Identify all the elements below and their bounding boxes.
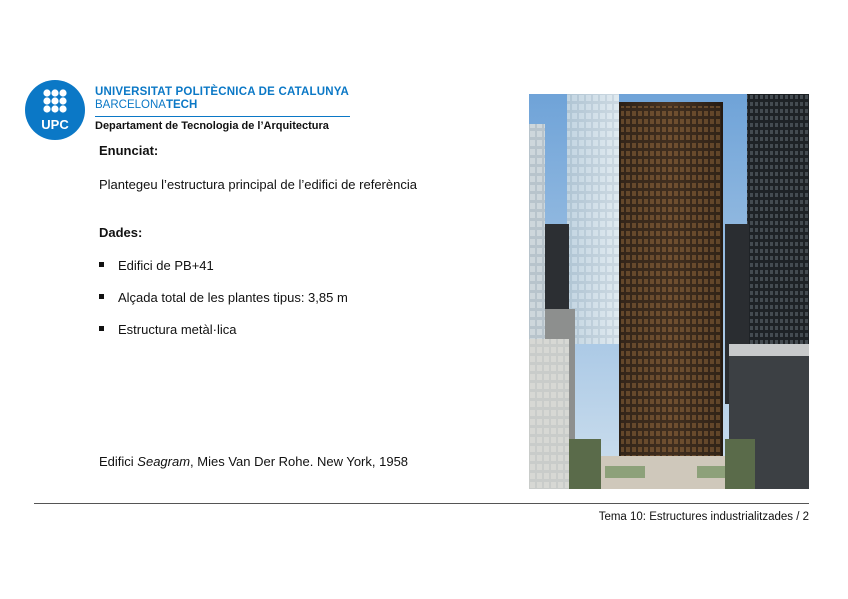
upc-logo <box>25 80 365 142</box>
upc-logo-mark <box>25 80 85 140</box>
list-item-text: Alçada total de les plantes tipus: 3,85 m <box>118 290 348 305</box>
bullet-icon <box>99 294 104 299</box>
department-name: Departament de Tecnologia de l’Arquitectura <box>95 120 329 132</box>
enunciat-text: Plantegeu l’estructura principal de l’edifici de referència <box>99 177 417 192</box>
list-item-text: Edifici de PB+41 <box>118 258 214 273</box>
bullet-icon <box>99 262 104 267</box>
campus-prefix: BARCELONA <box>95 99 166 111</box>
campus-name <box>95 99 365 111</box>
bullet-icon <box>99 326 104 331</box>
footer-divider <box>34 503 809 504</box>
campus-suffix: TECH <box>165 99 198 111</box>
list-item <box>99 258 214 273</box>
university-name: UNIVERSITAT POLITÈCNICA DE CATALUNYA <box>95 86 350 98</box>
photo-caption <box>99 454 408 469</box>
logo-divider <box>95 116 350 117</box>
list-item-text: Estructura metàl·lica <box>118 322 237 337</box>
dades-heading: Dades: <box>99 225 143 240</box>
list-item <box>99 322 236 337</box>
caption-building-name: Seagram <box>137 454 191 469</box>
list-item <box>99 290 348 305</box>
footer-text: Tema 10: Estructures industrialitzades / 2 <box>598 511 809 523</box>
upc-logo-letters: UPC <box>41 117 69 132</box>
enunciat-heading: Enunciat: <box>99 143 159 158</box>
logo-text <box>95 86 365 132</box>
caption-prefix: Edifici <box>99 454 138 469</box>
caption-suffix: , Mies Van Der Rohe. New York, 1958 <box>190 454 409 469</box>
building-photo <box>529 94 809 489</box>
